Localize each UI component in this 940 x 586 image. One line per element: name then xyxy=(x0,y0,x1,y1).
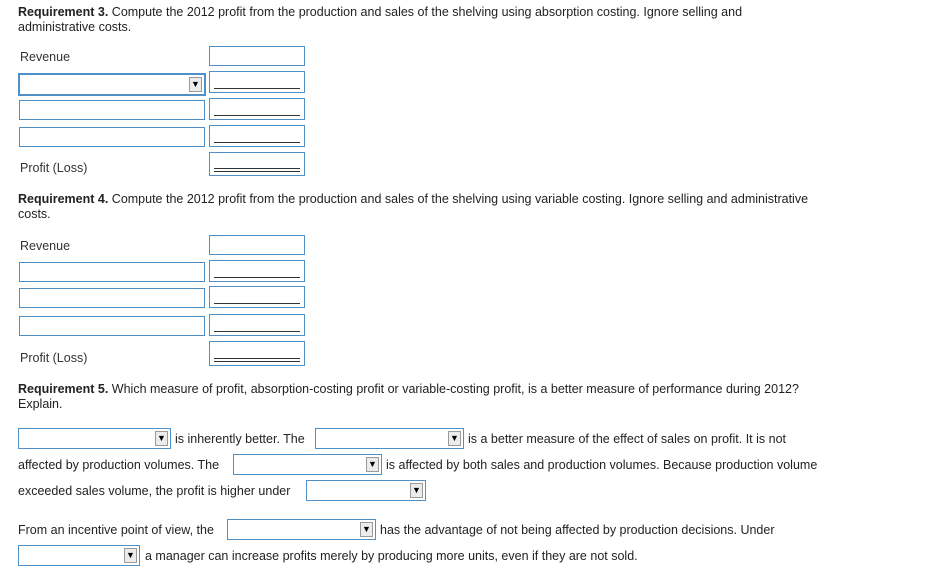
req5-select-3[interactable] xyxy=(233,454,382,475)
req5-select-1[interactable] xyxy=(18,428,171,449)
req4-text-line2: costs. xyxy=(18,207,51,221)
req4-revenue-amount[interactable] xyxy=(209,235,305,255)
req5-sentence-7: has the advantage of not being affected by production decisions. Under xyxy=(380,523,775,537)
req3-line-input-2[interactable] xyxy=(19,100,205,120)
chevron-down-icon[interactable]: ▼ xyxy=(366,457,379,472)
req5-select-5[interactable] xyxy=(227,519,376,540)
req4-line-input-2[interactable] xyxy=(19,288,205,308)
requirement-3-heading xyxy=(18,5,918,35)
req3-profit-amount[interactable] xyxy=(209,152,305,176)
req5-sentence-4: is affected by both sales and production volumes. Because production volume xyxy=(386,458,818,472)
requirement-4-heading xyxy=(18,192,918,222)
req5-select-2[interactable] xyxy=(315,428,464,449)
req3-profit-label: Profit (Loss) xyxy=(20,161,88,175)
req3-text: Compute the 2012 profit from the production and sales of the shelving using absorption costing. Ignore selling and xyxy=(108,5,743,19)
req4-amount-3[interactable] xyxy=(209,314,305,336)
req3-amount-3[interactable] xyxy=(209,125,305,147)
req4-revenue-label: Revenue xyxy=(20,239,71,253)
req5-select-6[interactable] xyxy=(18,545,140,566)
req4-title: Requirement 4. xyxy=(18,192,109,206)
req5-select-4[interactable] xyxy=(306,480,426,501)
req3-revenue-amount[interactable] xyxy=(209,46,305,66)
chevron-down-icon[interactable]: ▼ xyxy=(410,483,423,498)
req3-cost-select-1[interactable] xyxy=(18,73,206,96)
req3-amount-1[interactable] xyxy=(209,71,305,93)
req4-amount-2[interactable] xyxy=(209,286,305,308)
req3-text-line2: administrative costs. xyxy=(18,20,132,34)
req4-profit-amount[interactable] xyxy=(209,341,305,366)
req4-amount-1[interactable] xyxy=(209,260,305,282)
req5-text: Which measure of profit, absorption-costing profit or variable-costing profit, is a better measure of performance during 2012? xyxy=(108,382,799,396)
req5-sentence-3: affected by production volumes. The xyxy=(18,458,220,472)
req5-sentence-6: From an incentive point of view, the xyxy=(18,523,214,537)
chevron-down-icon[interactable]: ▼ xyxy=(189,77,202,92)
req3-amount-2[interactable] xyxy=(209,98,305,120)
chevron-down-icon[interactable]: ▼ xyxy=(360,522,373,537)
chevron-down-icon[interactable]: ▼ xyxy=(448,431,461,446)
req5-text-line2: Explain. xyxy=(18,397,63,411)
chevron-down-icon[interactable]: ▼ xyxy=(124,548,137,563)
req4-line-input-1[interactable] xyxy=(19,262,205,282)
req5-title: Requirement 5. xyxy=(18,382,109,396)
requirement-5-heading xyxy=(18,382,918,412)
chevron-down-icon[interactable]: ▼ xyxy=(155,431,168,446)
req5-sentence-2: is a better measure of the effect of sales on profit. It is not xyxy=(468,432,786,446)
req3-revenue-label: Revenue xyxy=(20,50,71,64)
req5-sentence-5: exceeded sales volume, the profit is higher under xyxy=(18,484,291,498)
req4-profit-label: Profit (Loss) xyxy=(20,351,88,365)
req5-sentence-1: is inherently better. The xyxy=(175,432,305,446)
req3-title: Requirement 3. xyxy=(18,5,109,19)
req3-line-input-3[interactable] xyxy=(19,127,205,147)
req5-sentence-8: a manager can increase profits merely by producing more units, even if they are not sold. xyxy=(145,549,638,563)
req4-text: Compute the 2012 profit from the production and sales of the shelving using variable costing. Ignore selling and administrative xyxy=(108,192,809,206)
req4-line-input-3[interactable] xyxy=(19,316,205,336)
